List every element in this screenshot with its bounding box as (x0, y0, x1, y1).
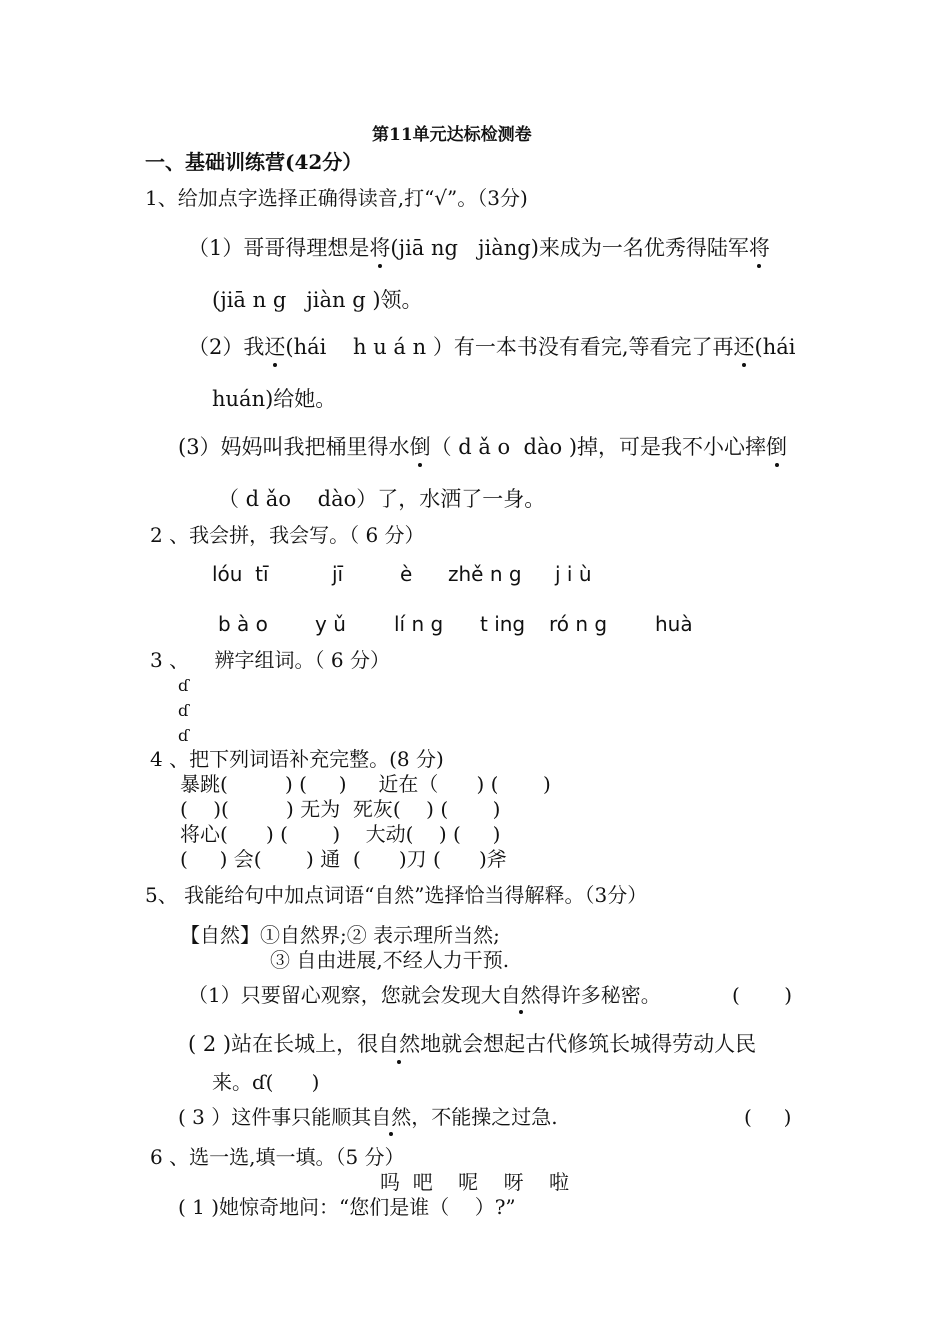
q5-answer-paren-3: ( ) (744, 1105, 792, 1129)
q4-line-1: 暴跳( ) ( ) 近在（ ) ( ) (180, 772, 551, 796)
q6-stem: 6 、选一选,填一填。（5 分） (150, 1145, 405, 1169)
pinyin-item: zhě n g (448, 562, 522, 586)
q1-line-4: huán)给她。 (212, 387, 337, 411)
pinyin-item: lóu tī (212, 562, 269, 586)
q5-sentence-1: （1）只要留心观察，您就会发现大自然得许多秘密。 (188, 983, 661, 1007)
dotted-char: 自然 (378, 1032, 421, 1056)
dotted-char: 将 (748, 236, 770, 260)
q5-stem: 5、 我能给句中加点词语“自然”选择恰当得解释。（3分） (145, 883, 648, 907)
dotted-char: 还 (264, 335, 286, 359)
q4-line-4: ( ) 会( ) 通 ( )刀 ( )斧 (180, 847, 507, 871)
dotted-char: 自然 (371, 1105, 412, 1129)
q1-line-2: (jiā n g jiàn g )领。 (212, 288, 423, 312)
q3-mark: ɗ (178, 676, 189, 695)
pinyin-item: lí n g (394, 612, 444, 636)
q1-stem: 1、给加点字选择正确得读音,打“√”。（3分) (145, 186, 528, 210)
pinyin-item: y ǔ (315, 612, 346, 636)
q3-stem: 3 、 辨字组词。（ 6 分） (150, 648, 390, 672)
pinyin-item: è (400, 562, 413, 586)
q1-line-6: （ d ǎo dào）了，水洒了一身。 (218, 487, 546, 511)
q5-definition-2: ③ 自由进展,不经人力干预. (270, 948, 510, 972)
q6-sentence-1: ( 1 )她惊奇地问：“您们是谁（ ）?” (178, 1195, 516, 1219)
q1-line-3: （2）我还(hái h u á n ）有一本书没有看完,等看完了再还(hái (188, 335, 796, 359)
dotted-char: 自然 (500, 983, 541, 1007)
q3-mark: ɗ (178, 726, 189, 745)
dotted-char: 倒 (766, 435, 788, 459)
q6-word-bank: 吗 吧 呢 呀 啦 (380, 1170, 570, 1194)
q2-stem: 2 、我会拼，我会写。（ 6 分） (150, 523, 425, 547)
pinyin-item: jī (332, 562, 344, 586)
q1-line-5: (3）妈妈叫我把桶里得水倒（ d ǎ o dào )掉，可是我不小心摔倒 (178, 435, 788, 459)
q3-mark: ɗ (178, 701, 189, 720)
pinyin-item: ró n g (549, 612, 608, 636)
dotted-char: 将 (369, 236, 391, 260)
q4-line-3: 将心( ) ( ) 大动( ) ( ) (180, 822, 501, 846)
q4-line-2: ( )( ) 无为 死灰( ) ( ) (180, 797, 501, 821)
pinyin-item: j i ù (555, 562, 592, 586)
pinyin-item: huà (655, 612, 693, 636)
section-heading-basics: 一、基础训练营(42分） (145, 150, 363, 174)
q5-sentence-2: ( 2 )站在长城上，很自然地就会想起古代修筑长城得劳动人民 (188, 1032, 757, 1056)
q5-sentence-3: ( 3 ）这件事只能顺其自然，不能操之过急. (178, 1105, 558, 1129)
pinyin-item: t ing (480, 612, 526, 636)
dotted-char: 倒 (409, 435, 431, 459)
q5-answer-paren-1: ( ) (732, 983, 793, 1007)
pinyin-item: b à o (218, 612, 268, 636)
q5-sentence-2-cont: 来。ɗ( ) (212, 1070, 320, 1094)
dotted-char: 还 (733, 335, 755, 359)
q1-line-1: （1）哥哥得理想是将(jiā ng jiàng)来成为一名优秀得陆军将 (188, 236, 770, 260)
q5-definition-1: 【自然】①自然界;② 表示理所当然; (180, 923, 500, 947)
q4-stem: 4 、把下列词语补充完整。(8 分) (150, 747, 444, 771)
page-title: 第11单元达标检测卷 (372, 125, 532, 145)
